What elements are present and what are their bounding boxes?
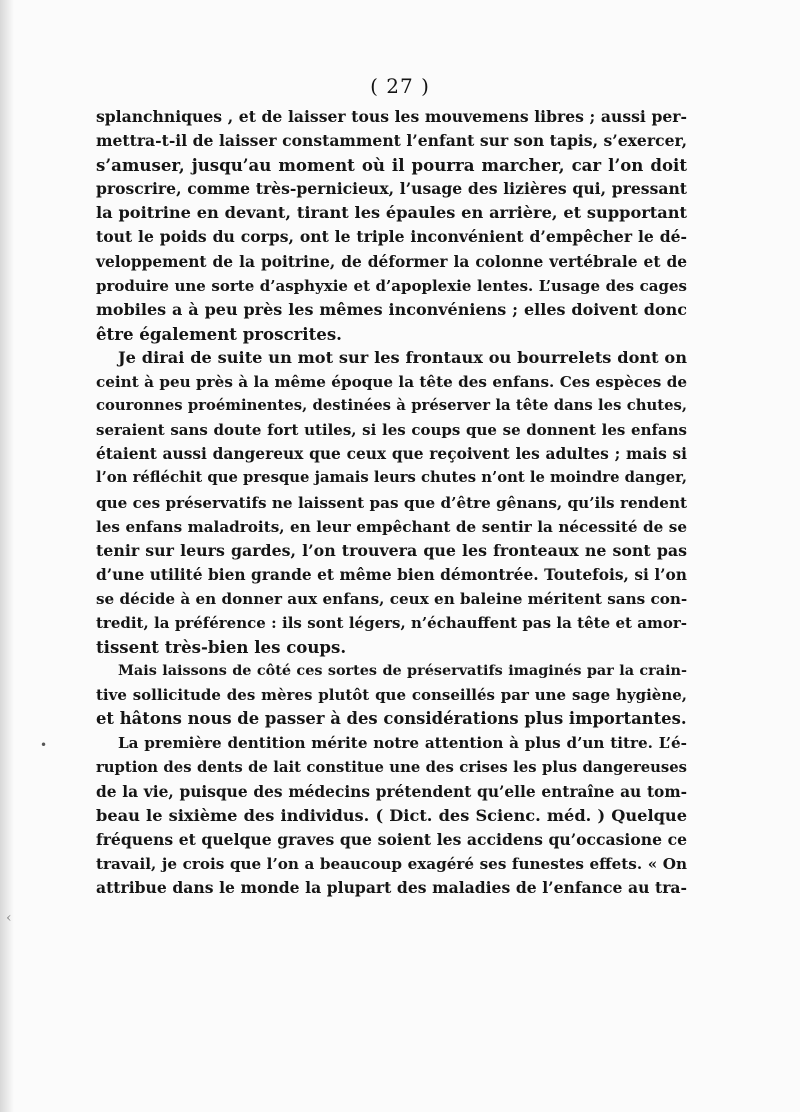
text-line: La première dentition mérite notre attention à plus d’un titre. L’é- xyxy=(118,734,687,753)
text-line: travail, je crois que l’on a beaucoup exagéré ses funestes effets. « On xyxy=(96,854,687,873)
text-line: la poitrine en devant, tirant les épaules en arrière, et supportant xyxy=(96,203,687,223)
body-text xyxy=(96,105,687,900)
text-line: l’on réfléchit que presque jamais leurs chutes n’ont le moindre danger, xyxy=(96,469,687,487)
text-line: que ces préservatifs ne laissent pas que d’être gênans, qu’ils rendent xyxy=(96,493,687,512)
margin-dot: • xyxy=(40,738,48,752)
text-line: veloppement de la poitrine, de déformer la colonne vertébrale et de xyxy=(96,252,687,271)
text-line: tredit, la préférence : ils sont légers, n’échauffent pas la tête et amor- xyxy=(96,613,687,632)
text-line: tive sollicitude des mères plutôt que conseillés par une sage hygiène, xyxy=(96,686,687,705)
text-line: produire une sorte d’asphyxie et d’apoplexie lentes. L’usage des cages xyxy=(96,276,687,295)
text-line: de la vie, puisque des médecins prétendent qu’elle entraîne au tom- xyxy=(96,782,687,801)
text-line: ruption des dents de lait constitue une des crises les plus dangereuses xyxy=(96,758,687,776)
text-line: mettra-t-il de laisser constamment l’enfant sur son tapis, s’exercer, xyxy=(96,131,687,151)
text-line: d’une utilité bien grande et même bien démontrée. Toutefois, si l’on xyxy=(96,565,687,584)
text-line: attribue dans le monde la plupart des maladies de l’enfance au tra- xyxy=(96,878,687,897)
text-line: seraient sans doute fort utiles, si les coups que se donnent les enfans xyxy=(96,421,687,440)
text-line: étaient aussi dangereux que ceux que reçoivent les adultes ; mais si xyxy=(96,445,687,464)
text-line: couronnes proéminentes, destinées à préserver la tête dans les chutes, xyxy=(96,397,687,415)
text-line: beau le sixième des individus. ( Dict. des Scienc. méd. ) Quelque xyxy=(96,805,687,825)
text-line: ceint à peu près à la même époque la tête des enfans. Ces espèces de xyxy=(96,373,687,392)
text-line: tout le poids du corps, ont le triple inconvénient d’empêcher le dé- xyxy=(96,227,687,247)
text-line: et hâtons nous de passer à des considérations plus importantes. xyxy=(96,709,687,729)
text-line: être également proscrites. xyxy=(96,323,342,344)
margin-mark: ‹ xyxy=(6,910,12,926)
text-line: s’amuser, jusqu’au moment où il pourra marcher, car l’on doit xyxy=(96,155,687,176)
text-line: se décide à en donner aux enfans, ceux en baleine méritent sans con- xyxy=(96,589,688,608)
text-line: les enfans maladroits, en leur empêchant de sentir la nécessité de se xyxy=(96,517,687,536)
text-line: mobiles a à peu près les mêmes inconvéniens ; elles doivent donc xyxy=(96,299,687,319)
page-edge-shadow xyxy=(0,0,14,1112)
text-line: splanchniques , et de laisser tous les mouvemens libres ; aussi per- xyxy=(96,107,687,126)
text-line: fréquens et quelque graves que soient les accidens qu’occasione ce xyxy=(96,829,687,849)
text-line: Je dirai de suite un mot sur les frontaux ou bourrelets dont on xyxy=(118,347,687,367)
text-line: Mais laissons de côté ces sortes de préservatifs imaginés par la crain- xyxy=(118,662,687,680)
text-line: tissent très-bien les coups. xyxy=(96,637,347,658)
page-number: ( 27 ) xyxy=(370,74,430,98)
text-line: proscrire, comme très-pernicieux, l’usage des lizières qui, pressant xyxy=(96,179,687,199)
text-line: tenir sur leurs gardes, l’on trouvera que les fronteaux ne sont pas xyxy=(96,540,687,560)
